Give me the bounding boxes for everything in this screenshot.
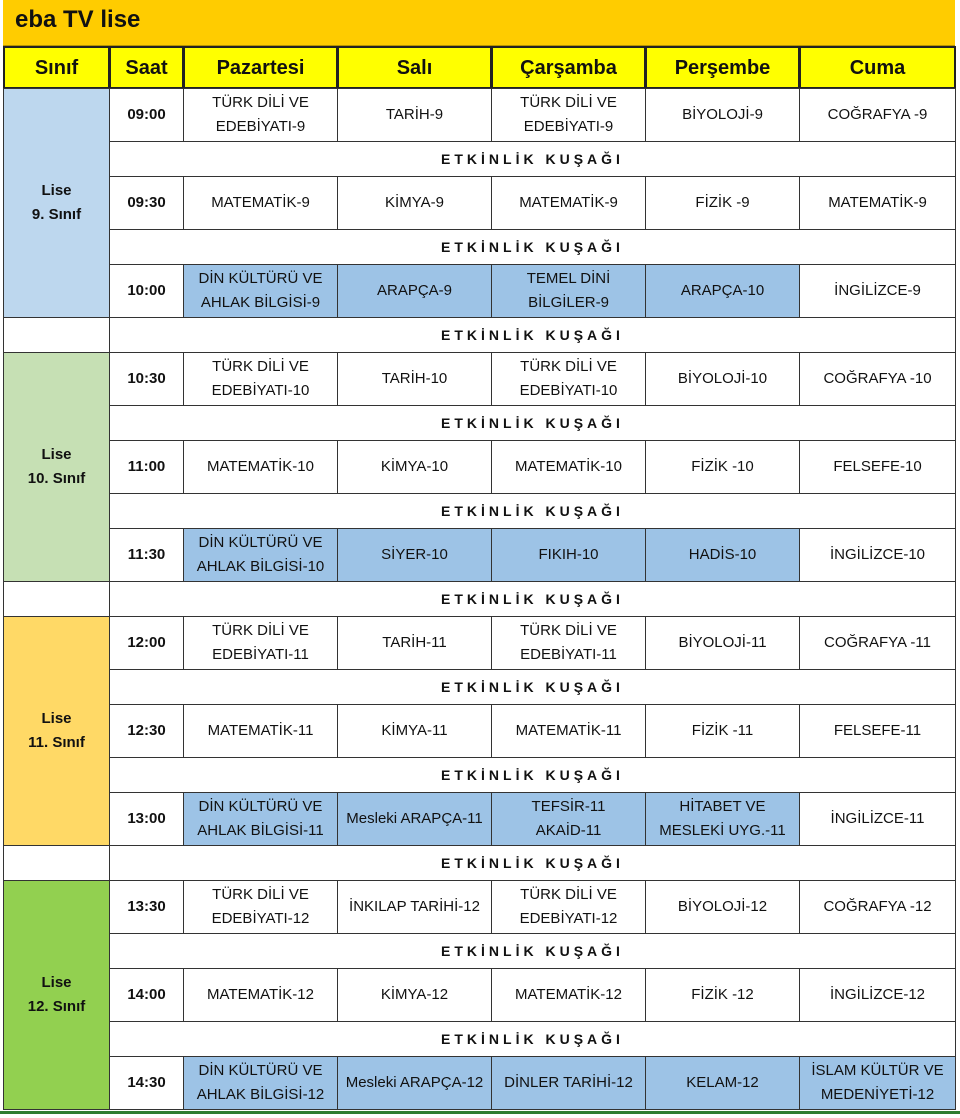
next-row-stub xyxy=(0,1114,960,1118)
lesson-cell: TÜRK DİLİ VE EDEBİYATI-11 xyxy=(491,616,646,670)
lesson-cell: TÜRK DİLİ VE EDEBİYATI-10 xyxy=(491,352,646,406)
activity-band: ETKİNLİK KUŞAĞI xyxy=(109,581,956,617)
lesson-cell: MATEMATİK-9 xyxy=(491,176,646,230)
grade-gap-cell xyxy=(3,845,110,881)
lesson-cell: TÜRK DİLİ VE EDEBİYATI-11 xyxy=(183,616,338,670)
lesson-cell: KELAM-12 xyxy=(645,1056,800,1110)
lesson-cell: MATEMATİK-9 xyxy=(183,176,338,230)
lesson-cell: TÜRK DİLİ VE EDEBİYATI-10 xyxy=(183,352,338,406)
lesson-cell: TÜRK DİLİ VE EDEBİYATI-9 xyxy=(491,88,646,142)
lesson-cell: MATEMATİK-12 xyxy=(491,968,646,1022)
lesson-cell: MATEMATİK-10 xyxy=(183,440,338,494)
lesson-cell: MATEMATİK-11 xyxy=(491,704,646,758)
title-bar xyxy=(3,0,955,46)
lesson-cell: İNGİLİZCE-9 xyxy=(799,264,956,318)
lesson-cell: FELSEFE-10 xyxy=(799,440,956,494)
column-header: Saat xyxy=(109,46,184,89)
lesson-cell: TÜRK DİLİ VE EDEBİYATI-9 xyxy=(183,88,338,142)
lesson-cell: FİZİK -10 xyxy=(645,440,800,494)
lesson-cell: FİZİK -11 xyxy=(645,704,800,758)
lesson-cell: COĞRAFYA -10 xyxy=(799,352,956,406)
lesson-cell: FELSEFE-11 xyxy=(799,704,956,758)
activity-band: ETKİNLİK KUŞAĞI xyxy=(109,845,956,881)
time-cell: 13:00 xyxy=(109,792,184,846)
lesson-cell: MATEMATİK-12 xyxy=(183,968,338,1022)
activity-band: ETKİNLİK KUŞAĞI xyxy=(109,669,956,705)
time-cell: 12:30 xyxy=(109,704,184,758)
time-cell: 09:00 xyxy=(109,88,184,142)
lesson-cell: İNGİLİZCE-12 xyxy=(799,968,956,1022)
lesson-cell: COĞRAFYA -9 xyxy=(799,88,956,142)
lesson-cell: BİYOLOJİ-9 xyxy=(645,88,800,142)
activity-band: ETKİNLİK KUŞAĞI xyxy=(109,493,956,529)
grade-label: Lise 11. Sınıf xyxy=(3,616,110,846)
lesson-cell: ARAPÇA-9 xyxy=(337,264,492,318)
lesson-cell: İNGİLİZCE-11 xyxy=(799,792,956,846)
lesson-cell: DİN KÜLTÜRÜ VE AHLAK BİLGİSİ-10 xyxy=(183,528,338,582)
column-header: Salı xyxy=(337,46,492,89)
time-cell: 10:00 xyxy=(109,264,184,318)
lesson-cell: MATEMATİK-10 xyxy=(491,440,646,494)
lesson-cell: KİMYA-9 xyxy=(337,176,492,230)
lesson-cell: SİYER-10 xyxy=(337,528,492,582)
time-cell: 10:30 xyxy=(109,352,184,406)
lesson-cell: Mesleki ARAPÇA-11 xyxy=(337,792,492,846)
lesson-cell: İSLAM KÜLTÜR VE MEDENİYETİ-12 xyxy=(799,1056,956,1110)
time-cell: 14:00 xyxy=(109,968,184,1022)
lesson-cell: İNKILAP TARİHİ-12 xyxy=(337,880,492,934)
lesson-cell: TEMEL DİNİ BİLGİLER-9 xyxy=(491,264,646,318)
lesson-cell: DİN KÜLTÜRÜ VE AHLAK BİLGİSİ-11 xyxy=(183,792,338,846)
lesson-cell: BİYOLOJİ-11 xyxy=(645,616,800,670)
column-header: Çarşamba xyxy=(491,46,646,89)
lesson-cell: COĞRAFYA -12 xyxy=(799,880,956,934)
lesson-cell: KİMYA-11 xyxy=(337,704,492,758)
lesson-cell: KİMYA-12 xyxy=(337,968,492,1022)
time-cell: 14:30 xyxy=(109,1056,184,1110)
lesson-cell: MATEMATİK-11 xyxy=(183,704,338,758)
grade-gap-cell xyxy=(3,581,110,617)
lesson-cell: ARAPÇA-10 xyxy=(645,264,800,318)
activity-band: ETKİNLİK KUŞAĞI xyxy=(109,1021,956,1057)
lesson-cell: COĞRAFYA -11 xyxy=(799,616,956,670)
activity-band: ETKİNLİK KUŞAĞI xyxy=(109,757,956,793)
lesson-cell: MATEMATİK-9 xyxy=(799,176,956,230)
lesson-cell: TÜRK DİLİ VE EDEBİYATI-12 xyxy=(183,880,338,934)
time-cell: 11:00 xyxy=(109,440,184,494)
lesson-cell: HİTABET VE MESLEKİ UYG.-11 xyxy=(645,792,800,846)
lesson-cell: FİZİK -12 xyxy=(645,968,800,1022)
lesson-cell: TARİH-11 xyxy=(337,616,492,670)
column-header: Pazartesi xyxy=(183,46,338,89)
lesson-cell: TARİH-10 xyxy=(337,352,492,406)
lesson-cell: DİN KÜLTÜRÜ VE AHLAK BİLGİSİ-12 xyxy=(183,1056,338,1110)
activity-band: ETKİNLİK KUŞAĞI xyxy=(109,141,956,177)
column-header: Sınıf xyxy=(3,46,110,89)
time-cell: 12:00 xyxy=(109,616,184,670)
lesson-cell: BİYOLOJİ-12 xyxy=(645,880,800,934)
grade-label: Lise 10. Sınıf xyxy=(3,352,110,582)
lesson-cell: İNGİLİZCE-10 xyxy=(799,528,956,582)
column-header: Cuma xyxy=(799,46,956,89)
activity-band: ETKİNLİK KUŞAĞI xyxy=(109,405,956,441)
lesson-cell: FİZİK -9 xyxy=(645,176,800,230)
lesson-cell: TARİH-9 xyxy=(337,88,492,142)
lesson-cell: TÜRK DİLİ VE EDEBİYATI-12 xyxy=(491,880,646,934)
page-title: eba TV lise xyxy=(15,6,141,33)
activity-band: ETKİNLİK KUŞAĞI xyxy=(109,317,956,353)
lesson-cell: DİN KÜLTÜRÜ VE AHLAK BİLGİSİ-9 xyxy=(183,264,338,318)
grade-label: Lise 9. Sınıf xyxy=(3,88,110,318)
time-cell: 09:30 xyxy=(109,176,184,230)
grade-gap-cell xyxy=(3,317,110,353)
lesson-cell: FIKIH-10 xyxy=(491,528,646,582)
lesson-cell: DİNLER TARİHİ-12 xyxy=(491,1056,646,1110)
column-header: Perşembe xyxy=(645,46,800,89)
activity-band: ETKİNLİK KUŞAĞI xyxy=(109,229,956,265)
activity-band: ETKİNLİK KUŞAĞI xyxy=(109,933,956,969)
lesson-cell: Mesleki ARAPÇA-12 xyxy=(337,1056,492,1110)
time-cell: 11:30 xyxy=(109,528,184,582)
lesson-cell: BİYOLOJİ-10 xyxy=(645,352,800,406)
lesson-cell: TEFSİR-11 AKAİD-11 xyxy=(491,792,646,846)
time-cell: 13:30 xyxy=(109,880,184,934)
grade-label: Lise 12. Sınıf xyxy=(3,880,110,1110)
lesson-cell: KİMYA-10 xyxy=(337,440,492,494)
lesson-cell: HADİS-10 xyxy=(645,528,800,582)
